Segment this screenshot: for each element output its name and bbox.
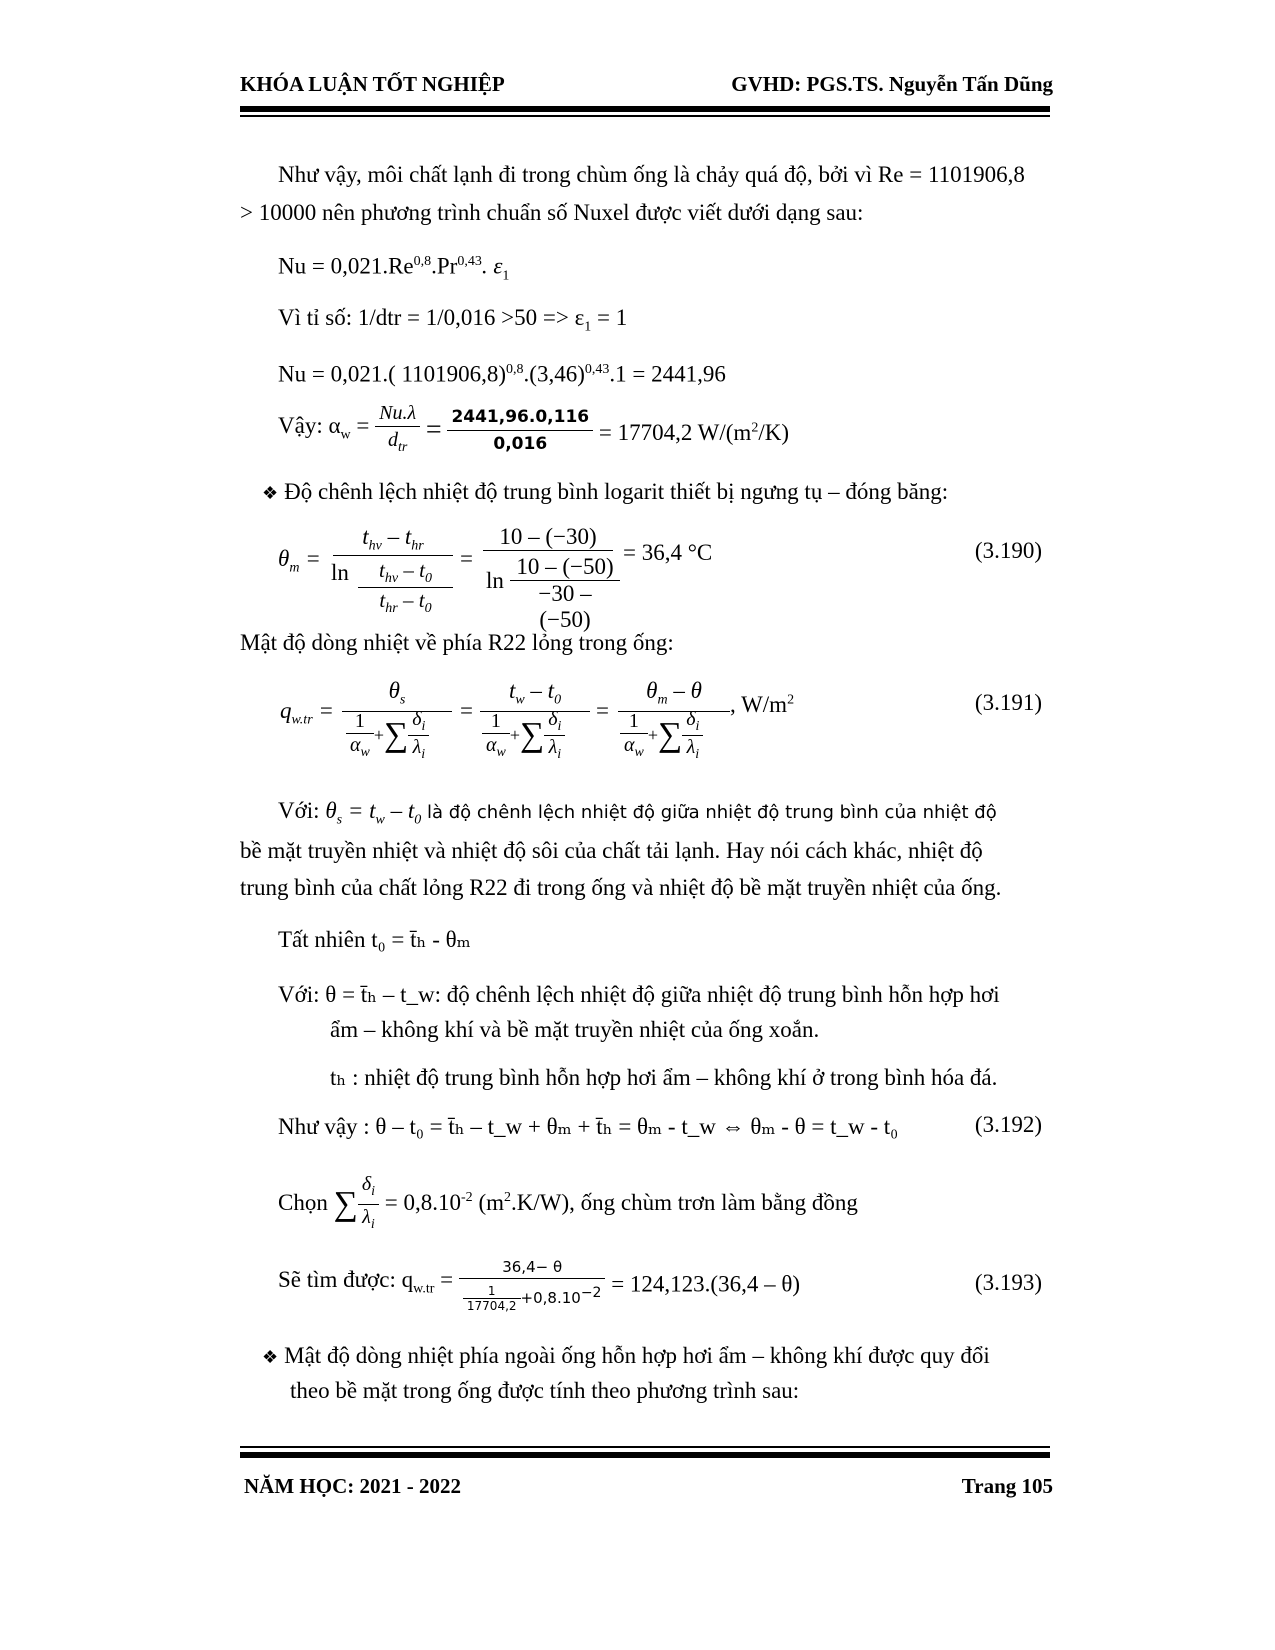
- equation-3-193: Sẽ tìm được: $q_{w.tr}$ = 36,4− θ $\frac{1}{17704,2}$ $+0,8.10^{-2}$ = 124,123.(36,4 – θ): [278, 1258, 801, 1313]
- equation-number-3-191: (3.191): [974, 690, 1042, 715]
- alpha-fraction-1: $\frac{Nu.\lambda}{d_{tr}}$: [375, 400, 420, 461]
- eq193-fraction: 36,4− θ $\frac{1}{17704,2}$ $+0,8.10^{-2}$: [459, 1256, 606, 1313]
- equation-number-3-192: (3.192): [974, 1112, 1042, 1137]
- diamond-bullet-icon: ❖: [262, 1347, 279, 1367]
- ratio-line: Vì tỉ số: $1/dtr = 1/0,016 >50 => \varepsilon_1 = 1$: [278, 305, 628, 335]
- para-intro-line2: > 10000 nên phương trình chuẩn số Nuxel được viết dưới dạng sau:: [240, 200, 864, 225]
- para-intro-line1: Như vậy, môi chất lạnh đi trong chùm ống là chảy quá độ, bởi vì Re = 1101906,8: [278, 162, 1025, 187]
- para-theta-definition-line1: Với: θ = t̄ₕ – t_w: độ chênh lệch nhiệt độ giữa nhiệt độ trung bình hỗn hợp hơi: [278, 982, 1000, 1007]
- nu-formula: Nu = 0,021.Re$^{0,8}$.Pr$^{0,43}$. $\varepsilon_1$: [278, 253, 510, 284]
- header-title: KHÓA LUẬN TỐT NGHIỆP: [240, 72, 505, 96]
- footer-rule-thick: [240, 1452, 1050, 1458]
- header-advisor: GVHD: PGS.TS. Nguyễn Tấn Dũng: [731, 72, 1053, 96]
- equation-3-192: Như vậy : θ – t₀ = t̄ₕ – t_w + θₘ + t̄ₕ = θₘ - t_w ⇔ θₘ - θ = t_w - t₀: [278, 1114, 899, 1139]
- equation-number-3-190: (3.190): [974, 538, 1042, 563]
- footer-school-year: NĂM HỌC: 2021 - 2022: [244, 1474, 461, 1498]
- header-rule-thick: [240, 106, 1050, 112]
- choose-resistance-line: Chọn ∑ $\frac{\delta_i}{\lambda_i}$ = $0,8.10^{-2}$ $(m^2.K/W)$, ống chùm trơn làm bằng đồng: [278, 1173, 858, 1232]
- footer-rule-thin: [240, 1446, 1050, 1448]
- equation-3-191: $q_{w.tr}$ = $\theta_s$ $\frac{1}{\alpha_w}$ +∑ $\frac{\delta_i}{\lambda_i}$ = $t_w - t_0$ $\frac{1}{\alpha_w}$ +∑ $\frac{\delta_i}{\lambda_i}$ = $\theta_m$ – θ $\frac{1}{\alpha_w}$ +∑ $\frac{\delta_i}{\lambda_i}$ , $W/m^2$: [280, 678, 795, 762]
- alpha-formula: Vậy: $\alpha_w$ = $\frac{Nu.\lambda}{d_{tr}}$ = $\frac{2441,96.0,116}{0,016}$ = 17704,2 $W/(m^2/K)$: [278, 400, 789, 461]
- footer-page-number: Trang 105: [961, 1474, 1053, 1498]
- para-heat-flux-r22: Mật độ dòng nhiệt về phía R22 lỏng trong ống:: [240, 630, 674, 655]
- para-with-theta-s-line3: trung bình của chất lỏng R22 đi trong ống và nhiệt độ bề mặt truyền nhiệt của ống.: [240, 875, 1002, 900]
- para-t0-definition: Tất nhiên t₀ = t̄ₕ - θₘ: [278, 927, 471, 952]
- para-th-definition: tₕ : nhiệt độ trung bình hỗn hợp hơi ẩm – không khí ở trong bình hóa đá.: [330, 1065, 998, 1090]
- equation-number-3-193: (3.193): [974, 1270, 1042, 1295]
- para-with-theta-s-line1: Với: $\theta_s = t_w - t_0$ là độ chênh lệch nhiệt độ giữa nhiệt độ trung bình của nhiệt độ: [278, 798, 997, 828]
- bullet-outer-heat-flux-line2: theo bề mặt trong ống được tính theo phương trình sau:: [290, 1378, 800, 1403]
- diamond-bullet-icon: ❖: [262, 483, 279, 503]
- nu-value-line: Nu = 0,021.( $1101906,8)^{0,8}.(3,46)^{0,43}.1 = 2441,96$: [278, 361, 726, 387]
- header-rule-thin: [240, 115, 1050, 117]
- bullet-log-mean: ❖ Độ chênh lệch nhiệt độ trung bình logarit thiết bị ngưng tụ – đóng băng:: [262, 477, 948, 508]
- equation-3-190: $\theta_m$ = $t_{hv} - t_{hr}$ ln $t_{hv} - t_0$ $t_{hr} - t_0$ = 10 – (−30) ln 10 – (−50) −30 – (−50) = 36,4 °C: [278, 524, 713, 632]
- para-theta-definition-line2: ẩm – không khí và bề mặt truyền nhiệt của ống xoắn.: [330, 1017, 820, 1042]
- alpha-fraction-2: $\frac{2441,96.0,116}{0,016}$: [447, 404, 593, 457]
- bullet-outer-heat-flux-line1: ❖ Mật độ dòng nhiệt phía ngoài ống hỗn hợp hơi ẩm – không khí được quy đổi: [262, 1341, 990, 1372]
- para-with-theta-s-line2: bề mặt truyền nhiệt và nhiệt độ sôi của chất tải lạnh. Hay nói cách khác, nhiệt độ: [240, 838, 983, 863]
